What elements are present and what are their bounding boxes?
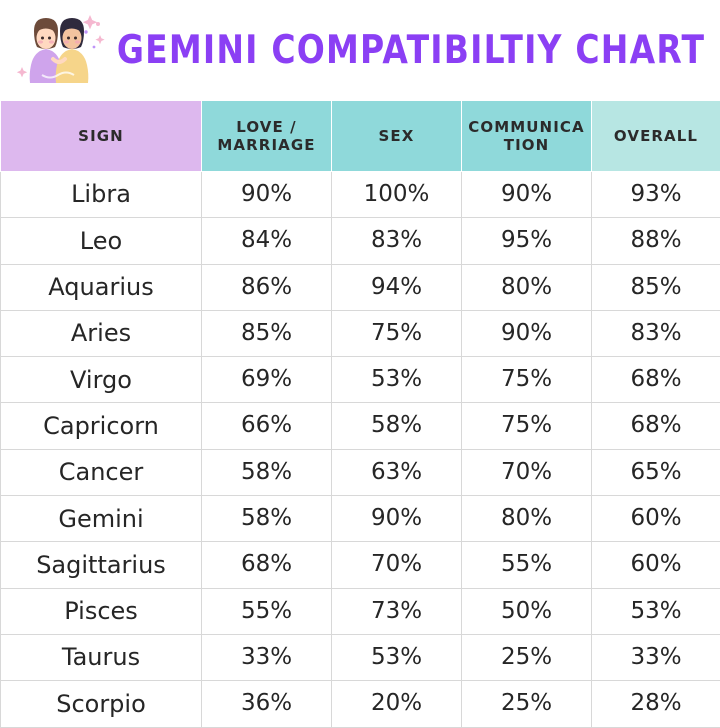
column-header-communication <box>462 101 592 172</box>
cell-communication: 80% <box>462 264 592 310</box>
cell-overall: 88% <box>592 218 720 264</box>
cell-love: 85% <box>202 310 332 356</box>
table-row <box>1 542 720 588</box>
cell-overall: 83% <box>592 310 720 356</box>
cell-communication: 80% <box>462 496 592 542</box>
cell-overall: 33% <box>592 634 720 680</box>
cell-sign: Gemini <box>1 496 202 542</box>
cell-love: 68% <box>202 542 332 588</box>
table-row <box>1 403 720 449</box>
table-row <box>1 357 720 403</box>
cell-sex: 53% <box>332 634 462 680</box>
table-row <box>1 681 720 727</box>
cell-love: 66% <box>202 403 332 449</box>
table-row <box>1 218 720 264</box>
cell-communication: 55% <box>462 542 592 588</box>
cell-love: 55% <box>202 588 332 634</box>
cell-sign: Libra <box>1 172 202 218</box>
cell-love: 86% <box>202 264 332 310</box>
cell-sign: Virgo <box>1 357 202 403</box>
cell-communication: 90% <box>462 310 592 356</box>
column-header-love-line1: LOVE / <box>236 118 297 136</box>
cell-sex: 20% <box>332 681 462 727</box>
cell-love: 58% <box>202 449 332 495</box>
cell-sign: Aries <box>1 310 202 356</box>
table-header-row <box>1 101 720 172</box>
cell-sex: 58% <box>332 403 462 449</box>
cell-sign: Scorpio <box>1 681 202 727</box>
chart-header <box>0 0 720 100</box>
compatibility-table <box>0 100 720 728</box>
cell-communication: 95% <box>462 218 592 264</box>
cell-overall: 85% <box>592 264 720 310</box>
cell-sex: 90% <box>332 496 462 542</box>
cell-overall: 65% <box>592 449 720 495</box>
table-row <box>1 264 720 310</box>
cell-communication: 70% <box>462 449 592 495</box>
cell-communication: 25% <box>462 681 592 727</box>
cell-sign: Aquarius <box>1 264 202 310</box>
cell-sign: Cancer <box>1 449 202 495</box>
column-header-love-line2: MARRIAGE <box>217 136 315 154</box>
cell-love: 33% <box>202 634 332 680</box>
cell-overall: 28% <box>592 681 720 727</box>
page-title: GEMINI COMPATIBILTIY CHART <box>108 30 720 71</box>
column-header-overall: OVERALL <box>592 101 720 172</box>
cell-sex: 63% <box>332 449 462 495</box>
cell-sex: 83% <box>332 218 462 264</box>
column-header-sex: SEX <box>332 101 462 172</box>
table-row <box>1 449 720 495</box>
table-row <box>1 588 720 634</box>
cell-sign: Leo <box>1 218 202 264</box>
table-row <box>1 172 720 218</box>
cell-love: 90% <box>202 172 332 218</box>
cell-sign: Taurus <box>1 634 202 680</box>
cell-sex: 100% <box>332 172 462 218</box>
column-header-love-marriage <box>202 101 332 172</box>
cell-overall: 93% <box>592 172 720 218</box>
gemini-twins-illustration-icon <box>12 5 108 97</box>
cell-sign: Capricorn <box>1 403 202 449</box>
cell-overall: 53% <box>592 588 720 634</box>
cell-love: 69% <box>202 357 332 403</box>
cell-communication: 75% <box>462 357 592 403</box>
cell-overall: 68% <box>592 357 720 403</box>
cell-communication: 75% <box>462 403 592 449</box>
cell-sex: 73% <box>332 588 462 634</box>
cell-overall: 60% <box>592 542 720 588</box>
cell-sign: Sagittarius <box>1 542 202 588</box>
cell-love: 36% <box>202 681 332 727</box>
cell-sex: 70% <box>332 542 462 588</box>
cell-overall: 68% <box>592 403 720 449</box>
cell-love: 84% <box>202 218 332 264</box>
table-body <box>1 172 720 728</box>
table-row <box>1 496 720 542</box>
cell-overall: 60% <box>592 496 720 542</box>
table-row <box>1 634 720 680</box>
cell-sex: 53% <box>332 357 462 403</box>
cell-sex: 75% <box>332 310 462 356</box>
cell-communication: 90% <box>462 172 592 218</box>
cell-sign: Pisces <box>1 588 202 634</box>
column-header-comm-line2: TION <box>504 136 550 154</box>
cell-communication: 50% <box>462 588 592 634</box>
cell-communication: 25% <box>462 634 592 680</box>
table-row <box>1 310 720 356</box>
column-header-sign: SIGN <box>1 101 202 172</box>
column-header-comm-line1: COMMUNICA <box>468 118 584 136</box>
cell-love: 58% <box>202 496 332 542</box>
cell-sex: 94% <box>332 264 462 310</box>
